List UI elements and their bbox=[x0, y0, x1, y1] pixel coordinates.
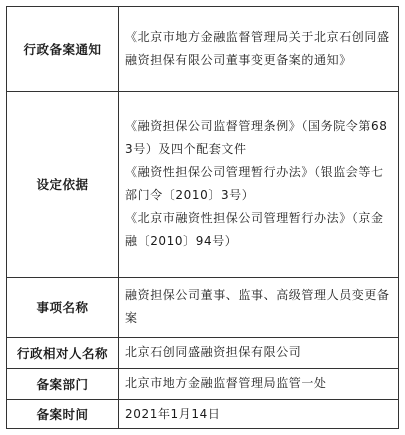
party-value: 北京石创同盛融资担保有限公司 bbox=[119, 337, 399, 368]
basis-value bbox=[119, 91, 399, 277]
basis-item-3: 《北京市融资性担保公司管理暂行办法》（京金融〔2010〕94号） bbox=[125, 211, 384, 249]
filing-info-table bbox=[6, 6, 399, 429]
notice-value: 《北京市地方金融监督管理局关于北京石创同盛融资担保有限公司董事变更备案的通知》 bbox=[119, 7, 399, 92]
matter-label: 事项名称 bbox=[7, 277, 119, 337]
matter-value: 融资担保公司董事、监事、高级管理人员变更备案 bbox=[119, 277, 399, 337]
notice-label: 行政备案通知 bbox=[7, 7, 119, 92]
time-label: 备案时间 bbox=[7, 400, 119, 429]
row-party bbox=[7, 337, 399, 368]
dept-label: 备案部门 bbox=[7, 368, 119, 399]
row-matter bbox=[7, 277, 399, 337]
row-basis bbox=[7, 91, 399, 277]
time-value: 2021年1月14日 bbox=[119, 400, 399, 429]
basis-item-1: 《融资担保公司监督管理条例》（国务院令第683号）及四个配套文件 bbox=[125, 119, 388, 157]
dept-value: 北京市地方金融监督管理局监管一处 bbox=[119, 368, 399, 399]
basis-label: 设定依据 bbox=[7, 91, 119, 277]
row-notice bbox=[7, 7, 399, 92]
row-time bbox=[7, 400, 399, 429]
basis-item-2: 《融资性担保公司管理暂行办法》（银监会等七部门令〔2010〕3号） bbox=[125, 165, 384, 203]
row-dept bbox=[7, 368, 399, 399]
party-label: 行政相对人名称 bbox=[7, 337, 119, 368]
